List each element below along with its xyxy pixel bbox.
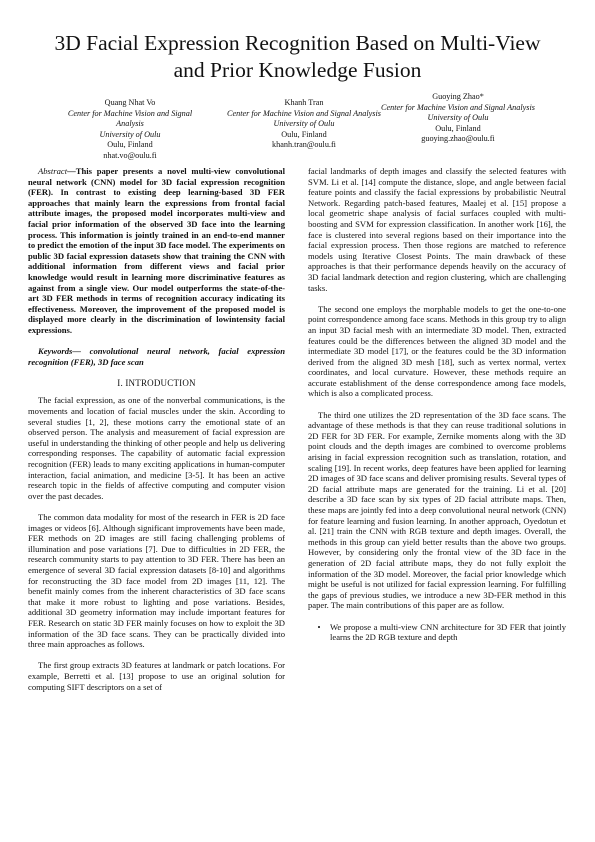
- abstract-lead: Abstract: [38, 166, 68, 176]
- author-location: Oulu, Finland: [281, 129, 327, 139]
- author-affiliation: Center for Machine Vision and Signal Analysis: [227, 108, 381, 118]
- author-2: [214, 98, 394, 151]
- keywords: Keywords— convolutional neural network, facial expression recognition (FER), 3D face scan: [28, 346, 285, 367]
- author-location: Oulu, Finland: [435, 123, 481, 133]
- right-column: [308, 166, 566, 643]
- paragraph: The facial expression, as one of the nonverbal communications, is the movements and location of facial muscles under the skin. According to several studies [1, 2], these motions carry the emotional state of an observed person. The analysis and measurement of facial expression are useful in understanding the thinking of other people and help us delivering corresponding responses. The capability of automatic facial expression recognition (FER) leads to many exciting applications in human-computer interaction, facial animation, and medicine [3-5]. It has been an active research topic in the fields of affective computing and computer vision over the past decades.: [28, 395, 285, 501]
- author-university: University of Oulu: [99, 129, 161, 139]
- paper-title: 3D Facial Expression Recognition Based on Multi-View and Prior Knowledge Fusion: [54, 31, 541, 82]
- author-location: Oulu, Finland: [107, 140, 153, 150]
- left-column: [28, 166, 285, 703]
- author-1: [40, 98, 220, 162]
- section-heading: I. INTRODUCTION: [117, 377, 196, 388]
- author-name: Khanh Tran: [284, 98, 324, 107]
- author-name: Quang Nhat Vo: [104, 98, 156, 107]
- author-3: [370, 92, 546, 145]
- bullet-text: We propose a multi-view CNN architecture for 3D FER that jointly learns the 2D RGB texture and depth: [330, 621, 566, 643]
- author-affiliation: Center for Machine Vision and Signal Analysis: [381, 102, 535, 112]
- abstract: [28, 166, 285, 336]
- paragraph: The second one employs the morphable models to get the one-to-one point correspondence among face scans. Methods in this group try to align an input 3D facial mesh with an intermediate 3D model. Then, extracted features could be the differences between the aligned 3D model and the intermediate 3D model [17], or the features could be the 3D information derived from the aligned 3D mesh [18], such as vertex normal, vertex coordinates, and local curvature. However, these methods require an accurate establishment of the dense correspondence among face models, which is also a complicated process.: [308, 303, 566, 399]
- author-name: Guoying Zhao*: [432, 92, 484, 101]
- author-email: guoying.zhao@oulu.fi: [421, 134, 495, 144]
- paragraph: facial landmarks of depth images and classify the selected features with SVM. Li et al. [14] compute the distance, slope, and angle between facial feature points and classify the facial expressions by probabilistic Neutral Network. Regarding patch-based features, Maalej et al. [15] propose a local geometric shape analysis of facial surfaces coupled with multi-boosting and SVM for expression classification. In another work [16], the face is clustered into several regions based on their importance into the facial expression process. Then those regions are matched to reference models using Iterative Closest Points. The main drawback of these approaches is that their performance depends heavily on the accuracy of 3D facial landmark detection and region clustering, which are challenging tasks.: [308, 166, 566, 293]
- author-affiliation: Center for Machine Vision and Signal Analysis: [67, 108, 193, 129]
- paragraph: The first group extracts 3D features at landmark or patch locations. For example, Berretti et al. [13] propose to use an original solution for computing SIFT descriptors on a set of: [28, 660, 285, 692]
- paragraph: The common data modality for most of the research in FER is 2D face images or videos [6]. Although significant improvements have been made, FER methods on 2D images are still facing challenging problems of illumination and pose variations [7]. Due to difficulties in 2D FER, the research community starts to pay attention to 3D FER. There has been an emergence of several 3D facial expression datasets [8-10] and algorithms for reconstructing the 3D face model from 2D images [11, 12]. The benefit mainly comes from the inherent characteristics of 3D face scans that make it more robust to lighting and pose variations. Besides, additional 3D geometry information may include important features for FER. Research on static 3D FER mainly focuses on how to exploit the 3D information of the 3D face scans. They can be practically divided into three main approaches as follows.: [28, 512, 285, 650]
- author-email: khanh.tran@oulu.fi: [272, 140, 336, 150]
- contribution-bullet: [308, 622, 566, 643]
- author-email: nhat.vo@oulu.fi: [103, 150, 157, 160]
- abstract-text: —This paper presents a novel multi-view convolutional neural network (CNN) model for 3D facial expression recognition (FER). In contrast to existing deep learning-based 3D FER approaches that mainly learn the expressions from frontal facial attribute images, the proposed model incorporates multi-view and facial prior information of the observed 3D face into the learning process. This information is jointly trained in an end-to-end manner to predict the emotion of the input 3D face model. The experiments on public 3D facial expression datasets show that training the CNN with additional information from different views and facial prior knowledge would result in learning more discriminative features as against from a single view. Our model outperforms the state-of-the-art 3D FER methods in terms of recognition accuracy indicating its effectiveness. Moreover, the improvement of the proposed model is displayed more clearly in the discrimination of lowintensity facial expressions.: [28, 166, 285, 335]
- bullet-marker: •: [317, 621, 321, 632]
- author-university: University of Oulu: [273, 119, 335, 129]
- paragraph: The third one utilizes the 2D representation of the 3D face scans. The advantage of these methods is that they can reuse traditional solutions in 2D FER for 3D FER. For example, Zernike moments along with the 3D point clouds and the depth images are combined to overcome problems arising in facial expression recognition such as translation, rotation, and scaling [19]. In recent works, deep features have been applied for learning 2D images of 3D face scans and deliver promising results. Several types of 2D facial attribute maps are generated for the training. Li et al. [20] describe a 3D face scan by six types of 2D facial attribute maps. Then, these maps are jointly fed into a deep convolutional neural network (CNN) for feature learning and fusion learning. In another approach, Oyedotun et al. [21] train the CNN with RGB texture and depth images. Overall, the methods in this group can yield better results than the above two groups. However, by considering only the frontal view of the 3D face in the generation of 2D facial attribute maps, they do not fully exploit the information of the 3D model. Moreover, the facial prior knowledge which might be useful is not utilized for facial expression learning. For fulfilling the gaps of previous studies, we introduce a new 3D-FER method in this paper. The main contributions of this paper are as follow.: [308, 409, 566, 611]
- author-university: University of Oulu: [427, 113, 489, 123]
